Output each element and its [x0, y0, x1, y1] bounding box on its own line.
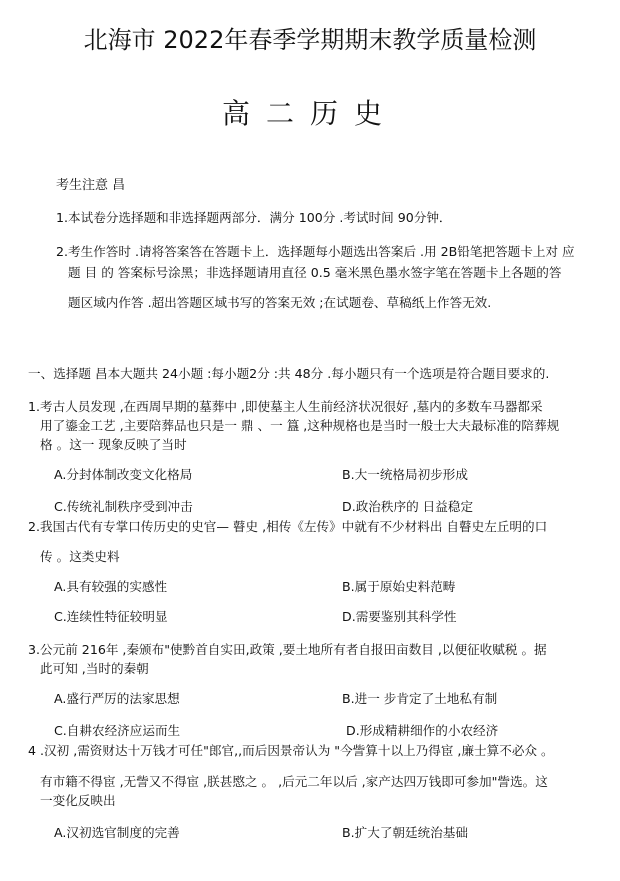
question-2-option-a: A.具有较强的实感性 [54, 579, 168, 594]
question-4-option-a: A.汉初选官制度的完善 [54, 825, 180, 840]
question-1-option-b: B.大一统格局初步形成 [342, 467, 468, 482]
question-1-option-c: C.传统礼制秩序受到冲击 [54, 499, 193, 514]
question-2-line-1: 2.我国古代有专掌口传历史的史官— 瞽史 ,相传《左传》中就有不少材料出 自瞽史左丘明的口 [28, 519, 548, 534]
question-1-line-1: 1.考古人员发现 ,在西周早期的墓葬中 ,即使墓主人生前经济状况很好 ,墓内的多数车马器都采 [28, 399, 543, 414]
question-3-line-2: 此可知 ,当时的秦朝 [40, 661, 149, 676]
question-3-option-b: B.进一 步肯定了土地私有制 [342, 691, 498, 706]
page-subtitle: 高二历史 [221, 97, 398, 130]
question-2-option-b: B.属于原始史料范畴 [342, 579, 456, 594]
question-3-option-c: C.自耕农经济应运而生 [54, 723, 181, 738]
question-1-option-d: D.政治秩序的 日益稳定 [342, 499, 474, 514]
question-3-option-a: A.盛行严厉的法家思想 [54, 691, 180, 706]
notice-heading: 考生注意 昌 [56, 178, 126, 193]
notice-item-2-cont2: 题区域内作答 .超出答题区域书写的答案无效 ;在试题卷、草稿纸上作答无效. [68, 295, 492, 310]
notice-item-1: 1.本试卷分选择题和非选择题两部分．满分 100分 .考试时间 90分钟． [56, 210, 452, 225]
section-heading: 一、选择题 昌本大题共 24小题 :每小题2分 :共 48分 .每小题只有一个选项是符合题目要求的. [28, 366, 550, 381]
question-3-option-d: D.形成精耕细作的小农经济 [346, 723, 499, 738]
question-1-option-a: A.分封体制改变文化格局 [54, 467, 193, 482]
question-4-line-2: 有市籍不得宦 ,无訾又不得宦 ,朕甚愍之 。 ,后元二年以后 ,家产达四万钱即可参加"訾选。这 [40, 774, 548, 789]
question-2-line-2: 传 。这类史料 [40, 549, 120, 564]
question-2-option-c: C.连续性特征较明显 [54, 609, 168, 624]
question-1-line-2: 用了鎏金工艺 ,主要陪葬品也只是一 鼎 、一 簋 ,这种规格也是当时一般士大夫最标准的陪葬规 [40, 418, 560, 433]
question-4-line-3: 一变化反映出 [40, 793, 116, 808]
question-4-line-1: 4 .汉初 ,需资财达十万钱才可任"郎官,,而后因景帝认为 "今訾算十以上乃得宦 ,廉士算不必众 。 [28, 743, 554, 758]
question-3-line-1: 3.公元前 216年 ,秦颁布"使黔首自实田,政策 ,要土地所有者自报田亩数目 ,以便征收赋税 。据 [28, 642, 547, 657]
question-4-option-b: B.扩大了朝廷统治基础 [342, 825, 468, 840]
notice-item-2: 2.考生作答时 .请将答案答在答题卡上．选择题每小题选出答案后 .用 2B铅笔把答题卡上对 应 [56, 244, 575, 259]
question-2-option-d: D.需要鉴别其科学性 [342, 609, 457, 624]
page-title: 北海市 2022年春季学期期末教学质量检测 [83, 26, 537, 54]
notice-item-2-cont: 题 目 的 答案标号涂黑；非选择题请用直径 0.5 毫米黑色墨水签字笔在答题卡上各题的答 [68, 265, 562, 280]
question-1-line-3: 格 。这一 现象反映了当时 [40, 437, 187, 452]
